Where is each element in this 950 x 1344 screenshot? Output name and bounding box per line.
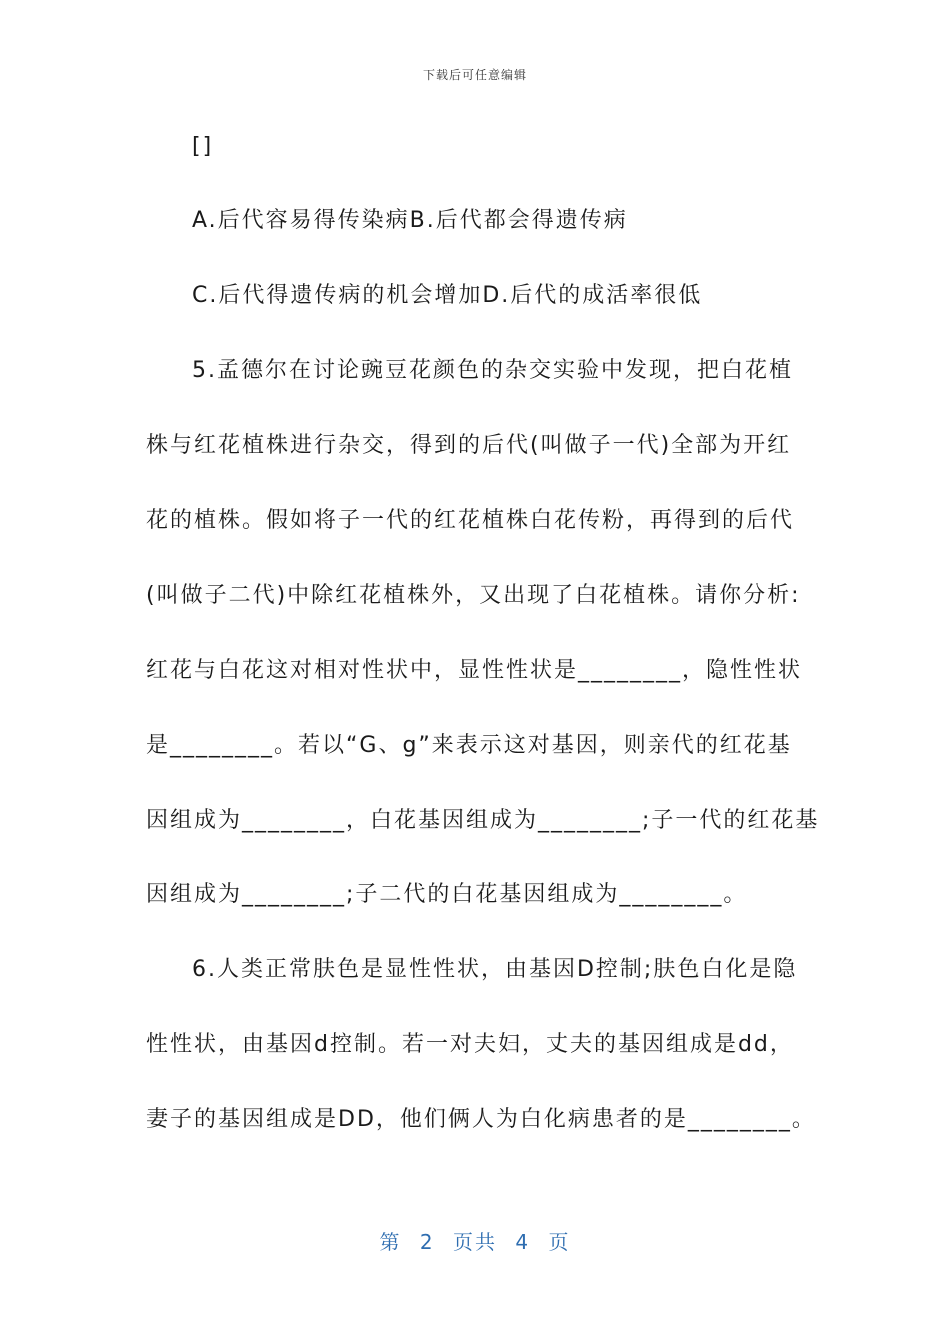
footer-total-pages: 4 [515, 1230, 531, 1254]
footer-middle: 页共 [453, 1230, 497, 1254]
page-footer [0, 1226, 950, 1255]
q5-line-7: 因组成为________，白花基因组成为________;子一代的红花基 [146, 808, 820, 833]
q5-line-5: 红花与白花这对相对性状中，显性性状是________，隐性性状 [146, 658, 803, 683]
footer-page-number: 2 [419, 1230, 435, 1254]
answer-bracket: [] [192, 134, 214, 159]
q6-line-3: 妻子的基因组成是DD，他们俩人为白化病患者的是________。 [146, 1107, 816, 1132]
header-note: 下载后可任意编辑 [422, 68, 527, 82]
footer-suffix: 页 [548, 1230, 571, 1254]
q5-line-6: 是________。若以“G、g”来表示这对基因，则亲代的红花基 [146, 733, 792, 758]
option-ab: A.后代容易得传染病B.后代都会得遗传病 [192, 208, 628, 233]
q6-line-1: 6.人类正常肤色是显性性状，由基因D控制;肤色白化是隐 [192, 957, 798, 982]
q5-line-2: 株与红花植株进行杂交，得到的后代(叫做子一代)全部为开红 [146, 433, 792, 458]
q6-line-2: 性性状，由基因d控制。若一对夫妇，丈夫的基因组成是dd， [146, 1032, 794, 1057]
option-cd: C.后代得遗传病的机会增加D.后代的成活率很低 [192, 283, 703, 308]
q5-line-8: 因组成为________;子二代的白花基因组成为________。 [146, 882, 748, 907]
q5-line-4: (叫做子二代)中除红花植株外，又出现了白花植株。请你分析: [146, 583, 801, 608]
q5-line-3: 花的植株。假如将子一代的红花植株白花传粉，再得到的后代 [146, 508, 795, 533]
footer-prefix: 第 [379, 1230, 402, 1254]
q5-line-1: 5.孟德尔在讨论豌豆花颜色的杂交实验中发现，把白花植 [192, 358, 793, 383]
